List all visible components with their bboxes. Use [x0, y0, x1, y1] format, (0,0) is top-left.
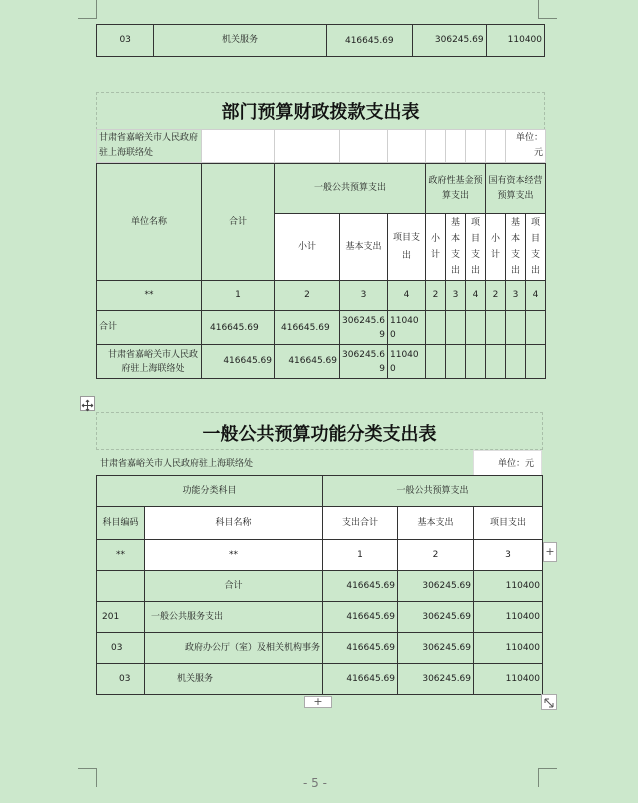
total-cell: 416645.69	[323, 571, 398, 602]
cap-basic-header: 基本支出	[506, 214, 526, 281]
empty-cell	[486, 345, 506, 379]
project-cell: 110400	[474, 633, 543, 664]
row-name: 甘肃省嘉峪关市人民政府驻上海联络处	[97, 345, 202, 379]
empty-cell	[506, 345, 526, 379]
blank-cell	[426, 130, 446, 163]
empty-cell	[426, 345, 446, 379]
add-row-button[interactable]	[304, 696, 332, 708]
state-capital-header: 国有资本经营预算支出	[486, 164, 546, 214]
index-cell: 4	[466, 281, 486, 311]
unit-name: 甘肃省嘉峪关市人民政府驻上海联络处	[97, 130, 202, 163]
table-row	[97, 664, 543, 695]
table1-unit-row	[96, 129, 546, 163]
index-cell: 3	[506, 281, 526, 311]
total-cell: 416645.69	[202, 311, 275, 345]
unit-column-header: 单位名称	[97, 164, 202, 281]
subject-name: 机关服务	[154, 25, 326, 57]
basic-header: 基本支出	[340, 214, 388, 281]
index-cell: 2	[275, 281, 340, 311]
basic-cell: 306245.69	[398, 633, 474, 664]
empty-cell	[526, 345, 546, 379]
empty-cell	[526, 311, 546, 345]
table1-title: 部门预算财政拨款支出表	[221, 102, 420, 123]
blank-cell	[340, 130, 388, 163]
basic-cell: 306245.69	[398, 602, 474, 633]
subject-code: 03	[97, 664, 145, 695]
general-budget-header: 一般公共预算支出	[323, 476, 543, 507]
gov-project-header: 项目支出	[466, 214, 486, 281]
total-cell: 416645.69	[323, 602, 398, 633]
subject-code: 03	[97, 633, 145, 664]
cap-subtotal-header: 小计	[486, 214, 506, 281]
index-cell: 3	[446, 281, 466, 311]
total-header: 支出合计	[323, 507, 398, 540]
blank-cell	[466, 130, 486, 163]
row-name: 合计	[97, 311, 202, 345]
table1	[96, 163, 546, 379]
total-cell: 416645.69	[323, 664, 398, 695]
unit-label: 单位：元	[506, 130, 546, 163]
move-icon[interactable]	[80, 396, 95, 411]
index-cell: 2	[426, 281, 446, 311]
project-header: 项目支出	[388, 214, 426, 281]
total-cell: 416645.69	[326, 25, 413, 57]
project-cell: 110400	[474, 571, 543, 602]
index-cell: **	[97, 281, 202, 311]
total-cell: 416645.69	[323, 633, 398, 664]
name-header: 科目名称	[145, 507, 323, 540]
project-cell: 110400	[474, 664, 543, 695]
blank-cell	[275, 130, 340, 163]
general-budget-header: 一般公共预算支出	[275, 164, 426, 214]
table2-unit-label: 单位：元	[498, 459, 535, 469]
table-row	[97, 571, 543, 602]
func-class-header: 功能分类科目	[97, 476, 323, 507]
index-cell: 3	[340, 281, 388, 311]
subtotal-header: 小计	[275, 214, 340, 281]
gov-basic-header: 基本支出	[446, 214, 466, 281]
basic-cell: 306245.69	[340, 311, 388, 345]
total-cell: 416645.69	[202, 345, 275, 379]
gov-subtotal-header: 小计	[426, 214, 446, 281]
plus-icon: +	[545, 545, 555, 558]
page-number: - 5 -	[303, 776, 327, 790]
plus-icon: +	[313, 695, 323, 708]
table2-title: 一般公共预算功能分类支出表	[202, 424, 437, 445]
empty-cell	[486, 311, 506, 345]
project-cell: 110400	[388, 345, 426, 379]
basic-header: 基本支出	[398, 507, 474, 540]
corner-mark-bottom-left	[78, 768, 97, 787]
table-row	[97, 345, 546, 379]
basic-cell: 306245.69	[398, 664, 474, 695]
table-row	[97, 311, 546, 345]
blank-cell	[446, 130, 466, 163]
corner-mark-bottom-right	[538, 768, 557, 787]
blank-cell	[486, 130, 506, 163]
subtotal-cell: 416645.69	[275, 345, 340, 379]
table-row	[97, 25, 545, 57]
subject-name: 机关服务	[145, 664, 323, 695]
blank-cell	[202, 130, 275, 163]
index-cell: **	[97, 540, 145, 571]
index-cell: 4	[526, 281, 546, 311]
subject-code	[97, 571, 145, 602]
empty-cell	[466, 311, 486, 345]
continued-table	[96, 24, 545, 57]
subject-name: 一般公共服务支出	[145, 602, 323, 633]
empty-cell	[426, 311, 446, 345]
index-cell: 4	[388, 281, 426, 311]
table2-unit-name: 甘肃省嘉峪关市人民政府驻上海联络处	[100, 459, 254, 469]
corner-mark-top-left	[78, 0, 97, 19]
project-cell: 110400	[388, 311, 426, 345]
project-header: 项目支出	[474, 507, 543, 540]
subject-code: 201	[97, 602, 145, 633]
index-cell: 3	[474, 540, 543, 571]
table-row	[97, 633, 543, 664]
index-cell: 2	[486, 281, 506, 311]
basic-cell: 306245.69	[413, 25, 486, 57]
basic-cell: 306245.69	[340, 345, 388, 379]
add-column-button[interactable]	[543, 542, 557, 562]
index-cell: 1	[323, 540, 398, 571]
subject-code: 03	[97, 25, 154, 57]
table2	[96, 475, 543, 695]
code-header: 科目编码	[97, 507, 145, 540]
basic-cell: 306245.69	[398, 571, 474, 602]
subject-name: 合计	[145, 571, 323, 602]
cap-project-header: 项目支出	[526, 214, 546, 281]
table-row	[97, 602, 543, 633]
index-cell: 2	[398, 540, 474, 571]
subject-name: 政府办公厅（室）及相关机构事务	[145, 633, 323, 664]
project-cell: 110400	[486, 25, 544, 57]
index-cell: 1	[202, 281, 275, 311]
subtotal-cell: 416645.69	[275, 311, 340, 345]
empty-cell	[506, 311, 526, 345]
index-cell: **	[145, 540, 323, 571]
empty-cell	[466, 345, 486, 379]
empty-cell	[446, 345, 466, 379]
total-column-header: 合计	[202, 164, 275, 281]
empty-cell	[446, 311, 466, 345]
project-cell: 110400	[474, 602, 543, 633]
gov-fund-header: 政府性基金预算支出	[426, 164, 486, 214]
blank-cell	[388, 130, 426, 163]
corner-mark-top-right	[538, 0, 557, 19]
resize-icon[interactable]	[541, 694, 557, 710]
